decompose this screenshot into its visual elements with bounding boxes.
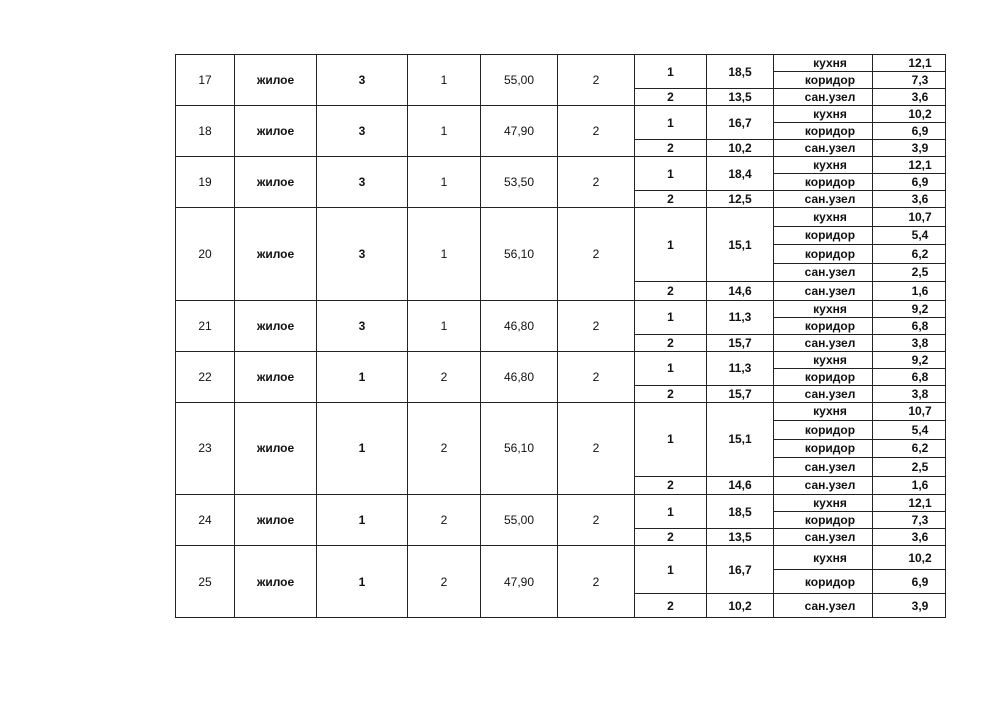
apartment-col6: 2 bbox=[558, 351, 635, 402]
group-id: 2 bbox=[635, 191, 707, 208]
apartment-type: жилое bbox=[235, 55, 317, 106]
group-id: 1 bbox=[635, 402, 707, 476]
room-name: коридор bbox=[774, 226, 873, 245]
table-row bbox=[176, 300, 946, 317]
group-area: 11,3 bbox=[707, 351, 774, 385]
apartment-number: 17 bbox=[176, 55, 235, 106]
room-area: 6,2 bbox=[873, 245, 946, 264]
group-id: 2 bbox=[635, 476, 707, 495]
room-area: 10,7 bbox=[873, 402, 946, 421]
apartment-area: 55,00 bbox=[481, 55, 558, 106]
room-area: 5,4 bbox=[873, 226, 946, 245]
room-area: 10,7 bbox=[873, 208, 946, 227]
room-name: кухня bbox=[774, 546, 873, 570]
apartment-rooms: 3 bbox=[317, 157, 408, 208]
apartment-floor: 2 bbox=[408, 351, 481, 402]
room-name: кухня bbox=[774, 208, 873, 227]
group-area: 15,7 bbox=[707, 334, 774, 351]
group-area: 18,5 bbox=[707, 55, 774, 89]
apartment-floor: 2 bbox=[408, 402, 481, 495]
group-area: 16,7 bbox=[707, 106, 774, 140]
room-name: сан.узел bbox=[774, 89, 873, 106]
group-id: 2 bbox=[635, 334, 707, 351]
room-name: коридор bbox=[774, 245, 873, 264]
apartment-type: жилое bbox=[235, 546, 317, 618]
room-name: коридор bbox=[774, 72, 873, 89]
group-id: 2 bbox=[635, 89, 707, 106]
group-id: 2 bbox=[635, 140, 707, 157]
apartment-floor: 1 bbox=[408, 106, 481, 157]
group-area: 14,6 bbox=[707, 282, 774, 301]
group-area: 18,4 bbox=[707, 157, 774, 191]
apartment-col6: 2 bbox=[558, 402, 635, 495]
room-area: 6,9 bbox=[873, 570, 946, 594]
room-area: 3,8 bbox=[873, 385, 946, 402]
room-name: сан.узел bbox=[774, 594, 873, 618]
apartment-number: 25 bbox=[176, 546, 235, 618]
apartment-col6: 2 bbox=[558, 495, 635, 546]
group-id: 1 bbox=[635, 351, 707, 385]
apartment-rooms: 3 bbox=[317, 208, 408, 301]
group-id: 2 bbox=[635, 385, 707, 402]
group-id: 1 bbox=[635, 495, 707, 529]
apartment-floor: 2 bbox=[408, 495, 481, 546]
group-id: 1 bbox=[635, 208, 707, 282]
room-area: 12,1 bbox=[873, 157, 946, 174]
apartment-col6: 2 bbox=[558, 157, 635, 208]
apartment-floor: 2 bbox=[408, 546, 481, 618]
group-id: 2 bbox=[635, 282, 707, 301]
apartment-type: жилое bbox=[235, 402, 317, 495]
group-id: 1 bbox=[635, 55, 707, 89]
apartment-rooms: 3 bbox=[317, 55, 408, 106]
group-id: 2 bbox=[635, 529, 707, 546]
group-area: 10,2 bbox=[707, 594, 774, 618]
apartment-number: 19 bbox=[176, 157, 235, 208]
apartment-number: 23 bbox=[176, 402, 235, 495]
group-area: 18,5 bbox=[707, 495, 774, 529]
apartment-col6: 2 bbox=[558, 55, 635, 106]
apartment-rooms: 1 bbox=[317, 546, 408, 618]
table-row bbox=[176, 351, 946, 368]
room-name: коридор bbox=[774, 421, 873, 440]
room-name: коридор bbox=[774, 123, 873, 140]
apartment-col6: 2 bbox=[558, 106, 635, 157]
table-row bbox=[176, 402, 946, 421]
table-row bbox=[176, 546, 946, 570]
apartment-number: 20 bbox=[176, 208, 235, 301]
apartment-floor: 1 bbox=[408, 55, 481, 106]
apartments-table-body bbox=[176, 55, 946, 618]
room-area: 10,2 bbox=[873, 546, 946, 570]
room-area: 3,6 bbox=[873, 89, 946, 106]
room-area: 2,5 bbox=[873, 263, 946, 282]
apartment-type: жилое bbox=[235, 157, 317, 208]
apartment-area: 55,00 bbox=[481, 495, 558, 546]
room-area: 2,5 bbox=[873, 458, 946, 477]
group-id: 1 bbox=[635, 157, 707, 191]
apartment-rooms: 1 bbox=[317, 402, 408, 495]
apartment-type: жилое bbox=[235, 208, 317, 301]
apartment-rooms: 1 bbox=[317, 351, 408, 402]
room-name: коридор bbox=[774, 570, 873, 594]
room-name: сан.узел bbox=[774, 529, 873, 546]
apartment-col6: 2 bbox=[558, 208, 635, 301]
apartment-type: жилое bbox=[235, 495, 317, 546]
apartment-floor: 1 bbox=[408, 208, 481, 301]
apartment-number: 24 bbox=[176, 495, 235, 546]
room-area: 7,3 bbox=[873, 512, 946, 529]
room-area: 7,3 bbox=[873, 72, 946, 89]
apartment-type: жилое bbox=[235, 351, 317, 402]
room-area: 6,9 bbox=[873, 174, 946, 191]
room-name: сан.узел bbox=[774, 458, 873, 477]
room-name: кухня bbox=[774, 300, 873, 317]
room-area: 12,1 bbox=[873, 55, 946, 72]
room-name: сан.узел bbox=[774, 282, 873, 301]
room-area: 9,2 bbox=[873, 351, 946, 368]
apartment-floor: 1 bbox=[408, 157, 481, 208]
group-area: 13,5 bbox=[707, 529, 774, 546]
group-area: 16,7 bbox=[707, 546, 774, 594]
room-name: кухня bbox=[774, 106, 873, 123]
room-name: коридор bbox=[774, 439, 873, 458]
room-name: кухня bbox=[774, 351, 873, 368]
group-area: 15,1 bbox=[707, 402, 774, 476]
apartment-area: 53,50 bbox=[481, 157, 558, 208]
room-name: сан.узел bbox=[774, 140, 873, 157]
room-area: 6,8 bbox=[873, 317, 946, 334]
apartment-area: 46,80 bbox=[481, 351, 558, 402]
apartments-table bbox=[175, 54, 946, 618]
room-area: 1,6 bbox=[873, 476, 946, 495]
table-row bbox=[176, 106, 946, 123]
room-area: 6,8 bbox=[873, 368, 946, 385]
apartment-rooms: 1 bbox=[317, 495, 408, 546]
room-area: 3,8 bbox=[873, 334, 946, 351]
room-name: кухня bbox=[774, 55, 873, 72]
room-name: сан.узел bbox=[774, 385, 873, 402]
group-id: 1 bbox=[635, 300, 707, 334]
group-area: 11,3 bbox=[707, 300, 774, 334]
room-name: кухня bbox=[774, 402, 873, 421]
table-row bbox=[176, 55, 946, 72]
room-name: кухня bbox=[774, 157, 873, 174]
apartment-rooms: 3 bbox=[317, 300, 408, 351]
apartment-col6: 2 bbox=[558, 300, 635, 351]
room-area: 3,6 bbox=[873, 191, 946, 208]
room-name: коридор bbox=[774, 368, 873, 385]
room-area: 5,4 bbox=[873, 421, 946, 440]
room-area: 3,6 bbox=[873, 529, 946, 546]
apartment-number: 18 bbox=[176, 106, 235, 157]
table-row bbox=[176, 157, 946, 174]
room-name: сан.узел bbox=[774, 191, 873, 208]
room-name: сан.узел bbox=[774, 476, 873, 495]
room-name: коридор bbox=[774, 512, 873, 529]
apartment-type: жилое bbox=[235, 300, 317, 351]
group-area: 13,5 bbox=[707, 89, 774, 106]
apartment-col6: 2 bbox=[558, 546, 635, 618]
room-area: 12,1 bbox=[873, 495, 946, 512]
room-name: кухня bbox=[774, 495, 873, 512]
apartment-rooms: 3 bbox=[317, 106, 408, 157]
group-area: 15,7 bbox=[707, 385, 774, 402]
apartment-area: 46,80 bbox=[481, 300, 558, 351]
room-name: коридор bbox=[774, 317, 873, 334]
apartment-type: жилое bbox=[235, 106, 317, 157]
apartment-floor: 1 bbox=[408, 300, 481, 351]
room-area: 3,9 bbox=[873, 140, 946, 157]
group-area: 12,5 bbox=[707, 191, 774, 208]
group-id: 2 bbox=[635, 594, 707, 618]
room-area: 6,9 bbox=[873, 123, 946, 140]
room-name: сан.узел bbox=[774, 263, 873, 282]
apartment-number: 21 bbox=[176, 300, 235, 351]
table-row bbox=[176, 495, 946, 512]
group-area: 14,6 bbox=[707, 476, 774, 495]
group-area: 10,2 bbox=[707, 140, 774, 157]
table-row bbox=[176, 208, 946, 227]
group-id: 1 bbox=[635, 106, 707, 140]
apartment-number: 22 bbox=[176, 351, 235, 402]
room-area: 9,2 bbox=[873, 300, 946, 317]
apartment-area: 56,10 bbox=[481, 208, 558, 301]
apartment-area: 56,10 bbox=[481, 402, 558, 495]
room-name: сан.узел bbox=[774, 334, 873, 351]
apartment-area: 47,90 bbox=[481, 546, 558, 618]
room-area: 1,6 bbox=[873, 282, 946, 301]
apartment-area: 47,90 bbox=[481, 106, 558, 157]
group-id: 1 bbox=[635, 546, 707, 594]
room-area: 10,2 bbox=[873, 106, 946, 123]
room-area: 3,9 bbox=[873, 594, 946, 618]
group-area: 15,1 bbox=[707, 208, 774, 282]
room-name: коридор bbox=[774, 174, 873, 191]
room-area: 6,2 bbox=[873, 439, 946, 458]
